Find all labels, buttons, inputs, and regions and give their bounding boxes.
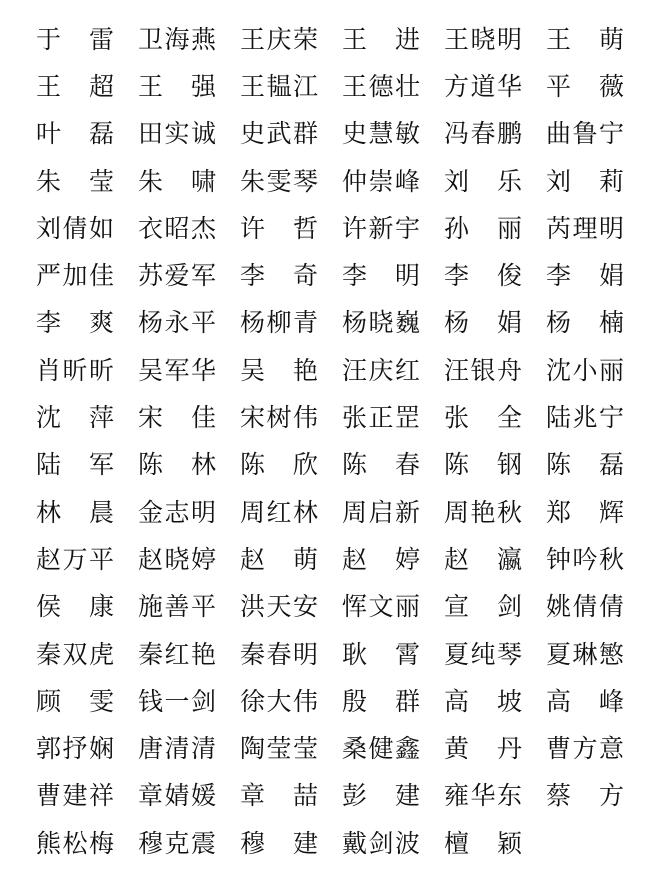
name-cell: 刘 倩 如 bbox=[36, 213, 114, 243]
name-cell: 王 德 壮 bbox=[342, 71, 420, 101]
name-cell: 章 喆 bbox=[240, 781, 318, 811]
name-cell: 沈 小 丽 bbox=[546, 355, 624, 385]
name-row bbox=[0, 250, 660, 297]
name-cell: 杨 娟 bbox=[444, 308, 522, 338]
name-cell: 郭 抒 娴 bbox=[36, 734, 114, 764]
name-cell: 施 善 平 bbox=[138, 592, 216, 622]
name-cell: 侯 康 bbox=[36, 592, 114, 622]
name-cell: 王 进 bbox=[342, 24, 420, 54]
name-cell: 苏 爱 军 bbox=[138, 261, 216, 291]
name-cell: 张 正 罡 bbox=[342, 403, 420, 433]
name-cell: 汪 银 舟 bbox=[444, 355, 522, 385]
name-cell: 王 强 bbox=[138, 71, 216, 101]
name-row bbox=[0, 298, 660, 345]
name-cell: 王 韫 江 bbox=[240, 71, 318, 101]
name-cell: 殷 群 bbox=[342, 686, 420, 716]
name-cell: 钱 一 剑 bbox=[138, 686, 216, 716]
name-cell: 章 婧 媛 bbox=[138, 781, 216, 811]
name-row bbox=[0, 14, 660, 61]
name-cell: 严 加 佳 bbox=[36, 261, 114, 291]
name-cell: 肖 昕 昕 bbox=[36, 355, 114, 385]
name-cell: 陈 磊 bbox=[546, 450, 624, 480]
name-cell: 沈 萍 bbox=[36, 403, 114, 433]
name-cell: 杨 楠 bbox=[546, 308, 624, 338]
name-cell: 曹 方 意 bbox=[546, 734, 624, 764]
name-row bbox=[0, 818, 660, 865]
name-cell: 秦 双 虎 bbox=[36, 639, 114, 669]
name-cell: 陈 钢 bbox=[444, 450, 522, 480]
name-list bbox=[0, 14, 660, 865]
name-cell: 宋 佳 bbox=[138, 403, 216, 433]
name-cell: 宣 剑 bbox=[444, 592, 522, 622]
name-cell: 汪 庆 红 bbox=[342, 355, 420, 385]
name-cell: 唐 清 清 bbox=[138, 734, 216, 764]
name-cell: 周 艳 秋 bbox=[444, 497, 522, 527]
name-cell: 彭 建 bbox=[342, 781, 420, 811]
name-cell: 熊 松 梅 bbox=[36, 828, 114, 858]
name-cell: 杨 晓 巍 bbox=[342, 308, 420, 338]
name-cell: 徐 大 伟 bbox=[240, 686, 318, 716]
name-row bbox=[0, 487, 660, 534]
name-cell: 叶 磊 bbox=[36, 119, 114, 149]
name-row bbox=[0, 440, 660, 487]
name-cell: 杨 柳 青 bbox=[240, 308, 318, 338]
name-cell: 金 志 明 bbox=[138, 497, 216, 527]
name-cell: 王 萌 bbox=[546, 24, 624, 54]
name-cell: 陶 莹 莹 bbox=[240, 734, 318, 764]
name-cell: 陆 兆 宁 bbox=[546, 403, 624, 433]
name-cell: 赵 婷 bbox=[342, 544, 420, 574]
name-cell: 高 坡 bbox=[444, 686, 522, 716]
name-cell: 林 晨 bbox=[36, 497, 114, 527]
name-cell: 赵 瀛 bbox=[444, 544, 522, 574]
name-cell: 戴 剑 波 bbox=[342, 828, 420, 858]
name-cell: 陆 军 bbox=[36, 450, 114, 480]
name-cell: 刘 莉 bbox=[546, 166, 624, 196]
name-row bbox=[0, 723, 660, 770]
name-cell: 曹 建 祥 bbox=[36, 781, 114, 811]
name-cell: 王 庆 荣 bbox=[240, 24, 318, 54]
name-cell: 李 奇 bbox=[240, 261, 318, 291]
name-cell: 夏 琳 慜 bbox=[546, 639, 624, 669]
name-row bbox=[0, 61, 660, 108]
name-cell: 仲 崇 峰 bbox=[342, 166, 420, 196]
name-cell: 史 武 群 bbox=[240, 119, 318, 149]
name-cell: 王 超 bbox=[36, 71, 114, 101]
name-cell: 李 娟 bbox=[546, 261, 624, 291]
name-cell: 芮 理 明 bbox=[546, 213, 624, 243]
name-cell: 赵 晓 婷 bbox=[138, 544, 216, 574]
name-row bbox=[0, 534, 660, 581]
name-cell: 洪 天 安 bbox=[240, 592, 318, 622]
name-cell: 朱 雯 琴 bbox=[240, 166, 318, 196]
name-row bbox=[0, 771, 660, 818]
name-cell: 黄 丹 bbox=[444, 734, 522, 764]
name-cell: 吴 军 华 bbox=[138, 355, 216, 385]
name-cell: 许 新 宇 bbox=[342, 213, 420, 243]
name-cell: 宋 树 伟 bbox=[240, 403, 318, 433]
name-row bbox=[0, 203, 660, 250]
name-cell: 穆 克 震 bbox=[138, 828, 216, 858]
name-cell: 檀 颖 bbox=[444, 828, 522, 858]
name-cell: 王 晓 明 bbox=[444, 24, 522, 54]
name-cell: 卫 海 燕 bbox=[138, 24, 216, 54]
name-cell: 赵 萌 bbox=[240, 544, 318, 574]
name-cell: 方 道 华 bbox=[444, 71, 522, 101]
name-row bbox=[0, 109, 660, 156]
name-row bbox=[0, 345, 660, 392]
name-cell: 李 明 bbox=[342, 261, 420, 291]
name-cell: 张 全 bbox=[444, 403, 522, 433]
name-cell: 钟 吟 秋 bbox=[546, 544, 624, 574]
name-cell: 田 实 诚 bbox=[138, 119, 216, 149]
name-row bbox=[0, 629, 660, 676]
name-cell: 赵 万 平 bbox=[36, 544, 114, 574]
name-cell: 刘 乐 bbox=[444, 166, 522, 196]
name-cell: 郑 辉 bbox=[546, 497, 624, 527]
name-cell: 陈 春 bbox=[342, 450, 420, 480]
name-cell: 李 俊 bbox=[444, 261, 522, 291]
name-cell: 衣 昭 杰 bbox=[138, 213, 216, 243]
name-cell: 平 薇 bbox=[546, 71, 624, 101]
name-cell: 孙 丽 bbox=[444, 213, 522, 243]
name-cell: 于 雷 bbox=[36, 24, 114, 54]
name-cell: 蔡 方 bbox=[546, 781, 624, 811]
name-cell: 高 峰 bbox=[546, 686, 624, 716]
name-cell: 李 爽 bbox=[36, 308, 114, 338]
name-cell: 冯 春 鹏 bbox=[444, 119, 522, 149]
name-cell: 朱 啸 bbox=[138, 166, 216, 196]
name-cell: 夏 纯 琴 bbox=[444, 639, 522, 669]
name-cell: 吴 艳 bbox=[240, 355, 318, 385]
name-cell: 耿 霄 bbox=[342, 639, 420, 669]
name-row bbox=[0, 582, 660, 629]
name-cell: 秦 春 明 bbox=[240, 639, 318, 669]
name-cell: 许 哲 bbox=[240, 213, 318, 243]
name-cell: 姚 倩 倩 bbox=[546, 592, 624, 622]
name-cell: 雍 华 东 bbox=[444, 781, 522, 811]
name-cell: 曲 鲁 宁 bbox=[546, 119, 624, 149]
name-cell: 朱 莹 bbox=[36, 166, 114, 196]
name-cell: 陈 林 bbox=[138, 450, 216, 480]
name-cell: 秦 红 艳 bbox=[138, 639, 216, 669]
name-cell: 陈 欣 bbox=[240, 450, 318, 480]
name-cell: 杨 永 平 bbox=[138, 308, 216, 338]
name-row bbox=[0, 676, 660, 723]
name-cell: 史 慧 敏 bbox=[342, 119, 420, 149]
name-cell: 桑 健 鑫 bbox=[342, 734, 420, 764]
name-cell: 顾 雯 bbox=[36, 686, 114, 716]
name-cell: 周 红 林 bbox=[240, 497, 318, 527]
name-cell: 穆 建 bbox=[240, 828, 318, 858]
name-row bbox=[0, 156, 660, 203]
name-cell: 周 启 新 bbox=[342, 497, 420, 527]
name-row bbox=[0, 392, 660, 439]
name-cell: 恽 文 丽 bbox=[342, 592, 420, 622]
